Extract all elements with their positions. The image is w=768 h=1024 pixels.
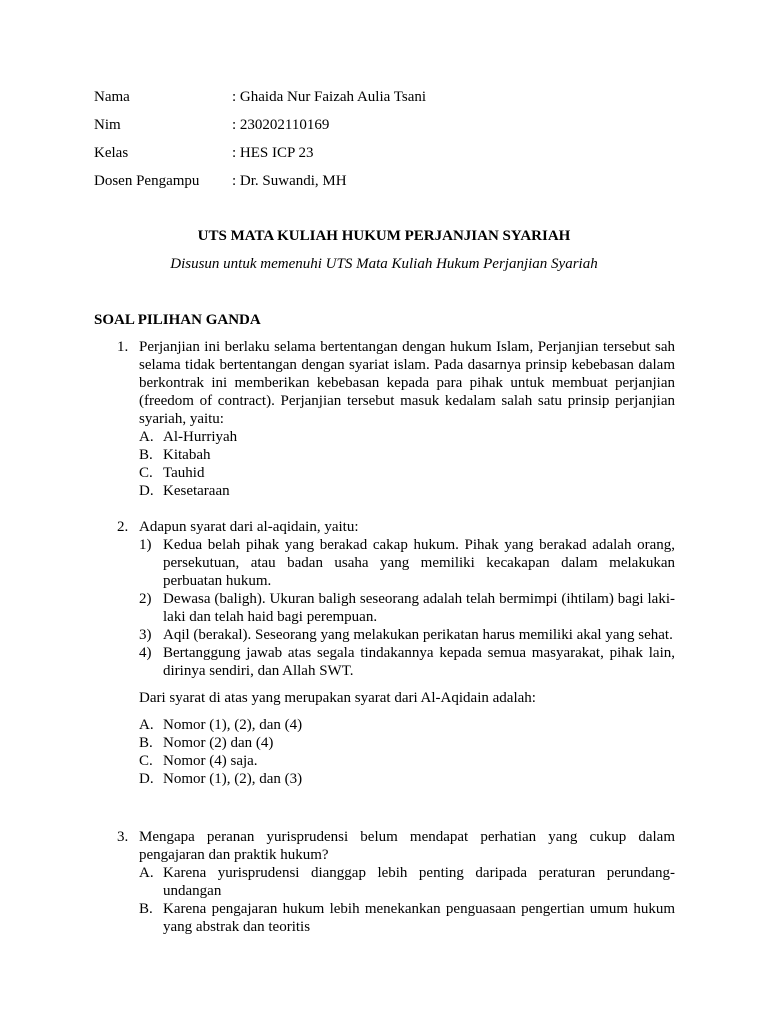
question-number: 2.: [117, 519, 129, 535]
question-3: [117, 828, 675, 936]
option-text: Karena pengajaran hukum lebih menekankan penguasaan pengertian umum hukum yang abstrak dan teoritis: [163, 901, 675, 935]
identity-value: : Ghaida Nur Faizah Aulia Tsani: [232, 89, 427, 105]
question-number: 3.: [117, 829, 129, 845]
question-text: Adapun syarat dari al-aqidain, yaitu:: [139, 519, 359, 535]
section-title: SOAL PILIHAN GANDA: [94, 312, 261, 328]
condition-key: 2): [139, 591, 152, 607]
question-1: [117, 338, 675, 500]
option-key: B.: [139, 735, 153, 751]
question-2: [117, 518, 675, 788]
condition-key: 1): [139, 537, 152, 553]
option-key: C.: [139, 465, 153, 481]
identity-label: Kelas: [94, 145, 129, 161]
identity-label: Nama: [94, 89, 130, 105]
option-text: Kesetaraan: [163, 483, 230, 499]
identity-label: Dosen Pengampu: [94, 173, 200, 189]
identity-value: : 230202110169: [232, 117, 330, 133]
option-a: [139, 864, 675, 900]
option-c: [139, 752, 675, 770]
option-key: A.: [139, 429, 154, 445]
option-d: [139, 770, 675, 788]
option-text: Nomor (4) saja.: [163, 753, 258, 769]
option-key: C.: [139, 753, 153, 769]
option-b: [139, 446, 675, 464]
option-a: [139, 428, 675, 446]
option-key: A.: [139, 717, 154, 733]
question-note: Dari syarat di atas yang merupakan syarat dari Al-Aqidain adalah:: [139, 690, 536, 706]
option-text: Tauhid: [163, 465, 205, 481]
option-c: [139, 464, 675, 482]
option-key: B.: [139, 447, 153, 463]
document-title: UTS MATA KULIAH HUKUM PERJANJIAN SYARIAH: [197, 228, 571, 244]
option-b: [139, 734, 675, 752]
condition-text: Bertanggung jawab atas segala tindakannya kepada semua masyarakat, pihak lain, dirinya sendiri, dan Allah SWT.: [163, 645, 675, 679]
option-text: Karena yurisprudensi dianggap lebih penting daripada peraturan perundang-undangan: [163, 865, 675, 899]
condition-key: 4): [139, 645, 152, 661]
question-text: Mengapa peranan yurisprudensi belum mendapat perhatian yang cukup dalam pengajaran dan praktik hukum?: [139, 829, 675, 863]
identity-label: Nim: [94, 117, 121, 133]
option-d: [139, 482, 675, 500]
option-key: B.: [139, 901, 153, 917]
condition-text: Aqil (berakal). Seseorang yang melakukan perikatan harus memiliki akal yang sehat.: [163, 627, 673, 643]
question-number: 1.: [117, 339, 129, 355]
question-text: Perjanjian ini berlaku selama bertentangan dengan hukum Islam, Perjanjian tersebut sah selama tidak bertentangan dengan syariat islam. Pada dasarnya prinsip kebebasan dalam berkontrak ini memberikan kebebasan kepada para pihak untuk membuat perjanjian (freedom of contract). Perjanjian tersebut masuk kedalam salah satu prinsip perjanjian syariah, yaitu:: [139, 339, 675, 427]
condition-key: 3): [139, 627, 152, 643]
option-b: [139, 900, 675, 936]
document-subtitle: Disusun untuk memenuhi UTS Mata Kuliah Hukum Perjanjian Syariah: [170, 256, 598, 272]
option-key: A.: [139, 865, 154, 881]
condition-item-1: [139, 536, 675, 590]
option-text: Nomor (1), (2), dan (4): [163, 717, 303, 733]
option-key: D.: [139, 483, 154, 499]
option-key: D.: [139, 771, 154, 787]
condition-item-3: [139, 626, 675, 644]
option-text: Kitabah: [163, 447, 211, 463]
option-text: Al-Hurriyah: [163, 429, 238, 445]
condition-item-4: [139, 644, 675, 680]
identity-value: : HES ICP 23: [232, 145, 314, 161]
option-text: Nomor (1), (2), dan (3): [163, 771, 303, 787]
option-a: [139, 716, 675, 734]
condition-text: Kedua belah pihak yang berakad cakap hukum. Pihak yang berakad adalah orang, persekutuan, atau badan usaha yang memiliki kecakapan dalam melakukan perbuatan hukum.: [163, 537, 675, 589]
condition-item-2: [139, 590, 675, 626]
option-text: Nomor (2) dan (4): [163, 735, 274, 751]
identity-value: : Dr. Suwandi, MH: [232, 173, 347, 189]
condition-text: Dewasa (baligh). Ukuran baligh seseorang adalah telah bermimpi (ihtilam) bagi laki-laki dan telah haid bagi perempuan.: [163, 591, 675, 625]
